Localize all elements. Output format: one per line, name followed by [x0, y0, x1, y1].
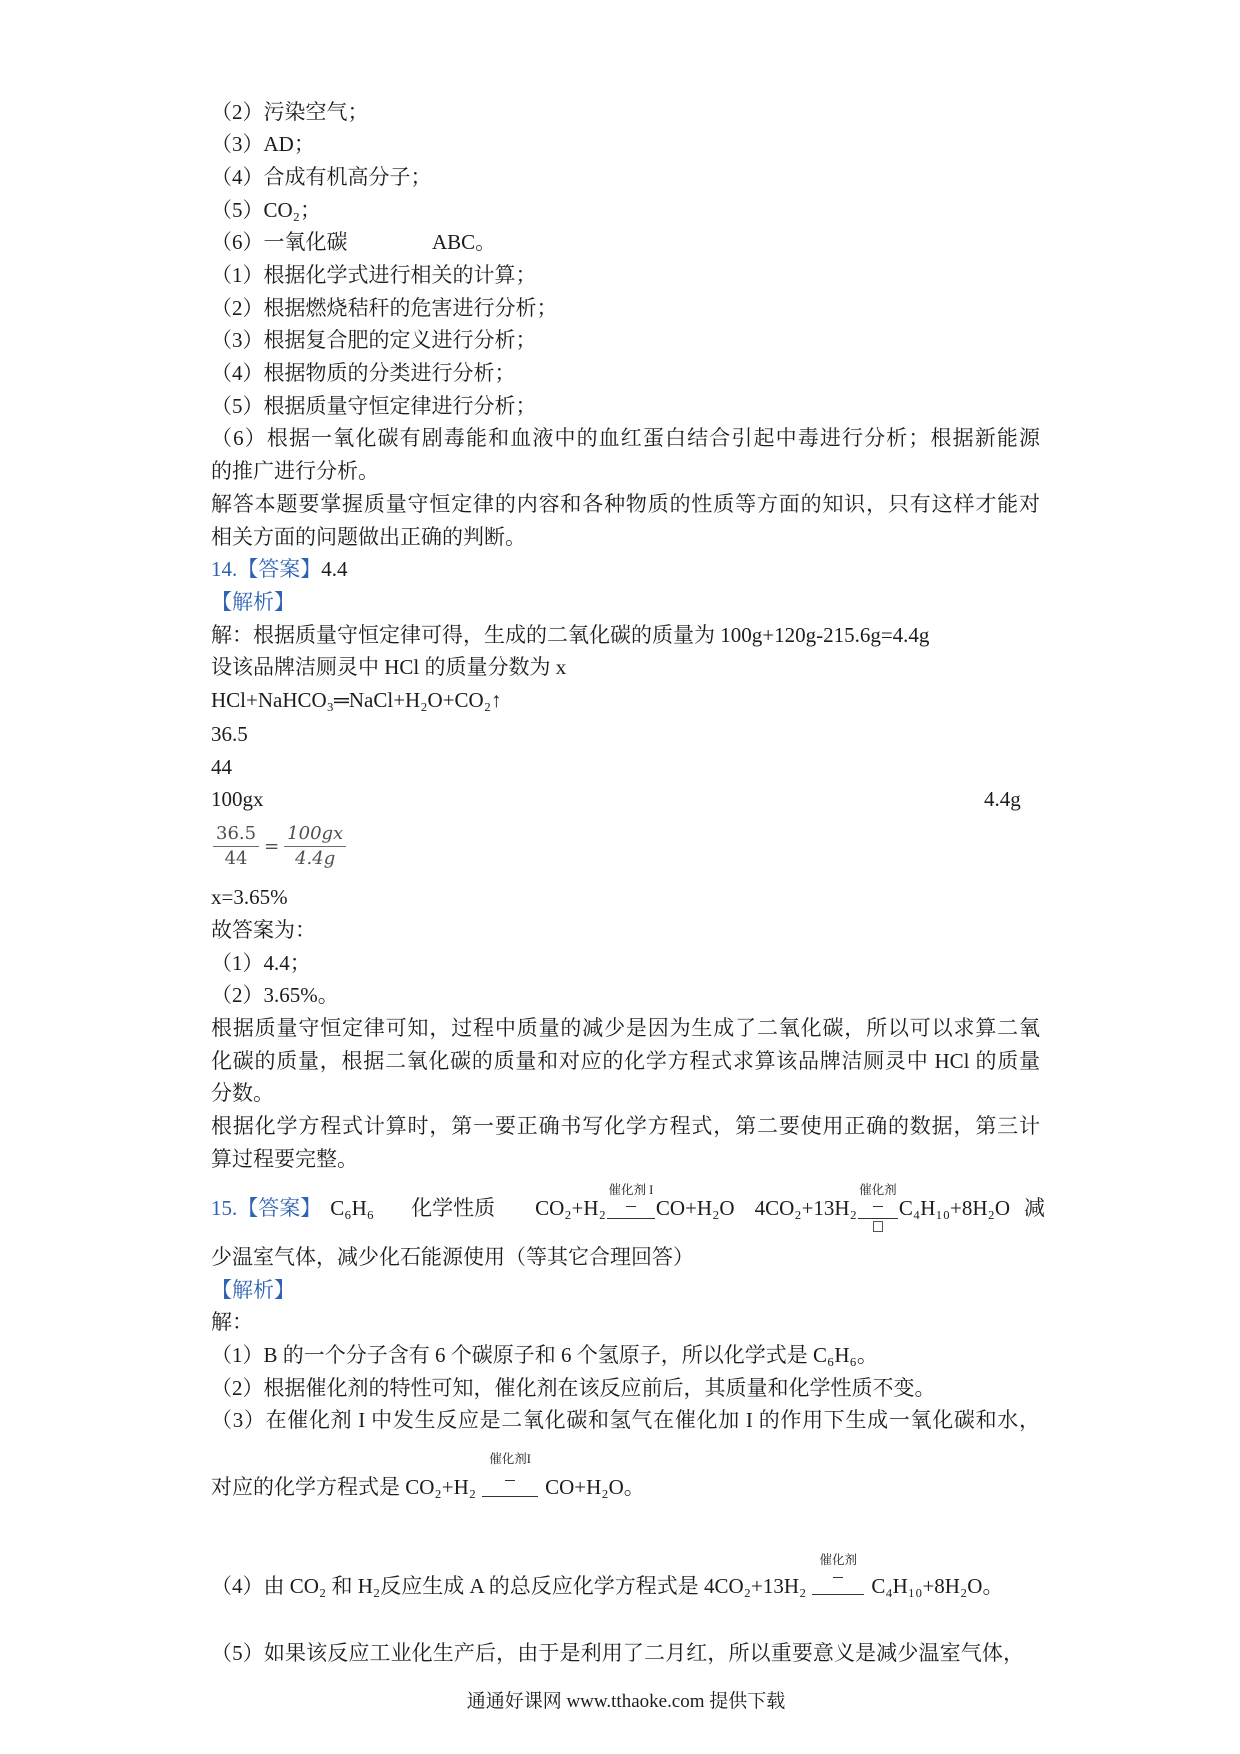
- step4-equation-prefix: （4）由 CO₂ 和 H₂反应生成 A 的总反应化学方程式是 4CO₂+13H₂: [211, 1574, 807, 1598]
- q15-answer-tag: 【答案】: [237, 1196, 322, 1220]
- equation2-condition-label: 催化剂: [859, 1183, 897, 1197]
- q15-answer-property: 化学性质: [411, 1196, 496, 1220]
- condition-dash: [833, 1577, 843, 1578]
- step4-condition-label: 催化剂: [819, 1553, 858, 1567]
- q14-answer-value: 4.4: [321, 557, 348, 581]
- condition-line: [812, 1594, 864, 1595]
- q14-chemical-equation: HCl+NaHCO₃═NaCl+H₂O+CO₂↑: [211, 688, 502, 712]
- equation2-reactants: 4CO₂+13H₂: [754, 1196, 857, 1220]
- q13-analysis-6: （6）根据一氧化碳有剧毒能和血液中的血红蛋白结合引起中毒进行分析；根据新能源: [211, 426, 1040, 450]
- equation2-condition-sign: [857, 1183, 899, 1224]
- q15-answer-tail: 减: [1024, 1196, 1046, 1220]
- q13-analysis-1: （1）根据化学式进行相关的计算；: [211, 263, 537, 287]
- q14-answer-tag: 【答案】: [237, 557, 322, 581]
- q15-step-2: （2）根据催化剂的特性可知，催化剂在该反应前后，其质量和化学性质不变。: [211, 1376, 936, 1400]
- step3-condition-label: 催化剂I: [489, 1452, 531, 1466]
- q13-answer-3: （3）AD；: [211, 132, 315, 156]
- q13-analysis-4: （4）根据物质的分类进行分析；: [211, 361, 516, 385]
- q14-analysis-heading: 【解析】: [211, 590, 295, 614]
- condition-line: [858, 1218, 898, 1219]
- condition-dash: [626, 1206, 636, 1207]
- q15-step-3: （3）在催化剂 I 中发生反应是二氧化碳和氢气在催化加 I 的作用下生成一氧化碳和水，: [211, 1408, 1040, 1432]
- q15-step-4-equation: [211, 1553, 1004, 1602]
- q13-answer-6-value: ABC。: [432, 230, 497, 254]
- q14-molar-mass-hcl: 36.5: [211, 722, 248, 746]
- q14-ratio-row: [211, 783, 1021, 815]
- condition-dash: [505, 1480, 515, 1481]
- q13-answer-4: （4）合成有机高分子；: [211, 165, 432, 189]
- condition-dash: [873, 1206, 883, 1207]
- right-numerator: 100gx: [284, 822, 346, 847]
- right-denominator: 4.4g: [295, 847, 336, 869]
- q15-answer-formula: C₆H₆: [330, 1196, 375, 1220]
- missing-glyph-box: [873, 1221, 883, 1232]
- q15-solution-intro: 解：: [211, 1310, 253, 1334]
- q15-answer-line: [211, 1183, 1046, 1224]
- q14-summary-line: 根据化学方程式计算时，第一要正确书写化学方程式，第二要使用正确的数据，第三计: [211, 1114, 1040, 1138]
- q14-solution-line: 解：根据质量守恒定律可得，生成的二氧化碳的质量为 100g+120g-215.6g=4.4g: [211, 623, 930, 647]
- q13-summary-line: 解答本题要掌握质量守恒定律的内容和各种物质的性质等方面的知识，只有这样才能对: [211, 492, 1040, 516]
- equation1-condition-sign: [606, 1183, 656, 1224]
- page-footer: 通通好课网 www.tthaoke.com 提供下载: [466, 1691, 786, 1712]
- step4-condition-sign: [811, 1553, 865, 1602]
- q15-answer-continued: 少温室气体，减少化石能源使用（等其它合理回答）: [211, 1245, 694, 1269]
- left-denominator: 44: [224, 847, 248, 869]
- condition-line: [607, 1218, 655, 1219]
- q15-step-3-equation: [211, 1452, 645, 1503]
- q15-analysis-heading: 【解析】: [211, 1278, 295, 1302]
- q14-proportion-fraction: [213, 819, 346, 873]
- step3-equation-suffix: CO+H₂O。: [545, 1475, 645, 1499]
- q14-summary-line: 算过程要完整。: [211, 1147, 358, 1171]
- q14-answer-line: [211, 553, 348, 585]
- step3-equation-prefix: 对应的化学方程式是 CO₂+H₂: [211, 1475, 477, 1499]
- equation1-reactants: CO₂+H₂: [535, 1196, 606, 1220]
- equation1-condition-label: 催化剂 I: [608, 1183, 654, 1197]
- q15-number: 15.: [211, 1196, 238, 1220]
- equation2-products: C₄H₁₀+8H₂O: [898, 1196, 1011, 1220]
- q14-summary-line: 根据质量守恒定律可知，过程中质量的减少是因为生成了二氧化碳，所以可以求算二氧: [211, 1016, 1040, 1040]
- q14-molar-mass-co2: 44: [211, 755, 232, 779]
- q15-step-5: （5）如果该反应工业化生产后，由于是利用了二月红，所以重要意义是减少温室气体，: [211, 1641, 1024, 1665]
- q15-step-1: （1）B 的一个分子含有 6 个碳原子和 6 个氢原子，所以化学式是 C₆H₆。: [211, 1343, 878, 1367]
- q13-answer-2: （2）污染空气；: [211, 100, 369, 124]
- left-fraction: [213, 822, 259, 871]
- step3-condition-sign: [481, 1452, 539, 1503]
- q13-answer-5: （5）CO₂；: [211, 198, 321, 222]
- q13-answer-6: [211, 226, 497, 258]
- q13-analysis-6-continued: 的推广进行分析。: [211, 459, 379, 483]
- q14-number: 14.: [211, 557, 238, 581]
- equation1-products: CO+H₂O: [655, 1196, 735, 1220]
- left-numerator: 36.5: [213, 822, 259, 847]
- q14-final-answer-line: （1）4.4；: [211, 951, 311, 975]
- q13-analysis-5: （5）根据质量守恒定律进行分析；: [211, 394, 537, 418]
- step4-equation-suffix: C₄H₁₀+8H₂O。: [871, 1574, 1004, 1598]
- q14-solution-line: 设该品牌洁厕灵中 HCl 的质量分数为 x: [211, 655, 567, 679]
- q13-summary-line: 相关方面的问题做出正确的判断。: [211, 525, 526, 549]
- q14-final-answer-line: （2）3.65%。: [211, 983, 339, 1007]
- equals-sign: =: [264, 835, 280, 857]
- condition-line: [482, 1496, 538, 1497]
- q13-analysis-2: （2）根据燃烧秸秆的危害进行分析；: [211, 296, 558, 320]
- q14-summary-line: 化碳的质量，根据二氧化碳的质量和对应的化学方程式求算该品牌洁厕灵中 HCl 的质量: [211, 1049, 1040, 1073]
- q14-ratio-left: 100gx: [211, 787, 264, 811]
- q14-ratio-right: 4.4g: [984, 787, 1021, 811]
- q14-final-answer-line: 故答案为：: [211, 918, 316, 942]
- right-fraction: [284, 822, 346, 871]
- q13-analysis-3: （3）根据复合肥的定义进行分析；: [211, 328, 537, 352]
- q14-summary-line: 分数。: [211, 1081, 274, 1105]
- q14-result: x=3.65%: [211, 885, 288, 909]
- q13-answer-6-label: （6）一氧化碳: [211, 230, 348, 254]
